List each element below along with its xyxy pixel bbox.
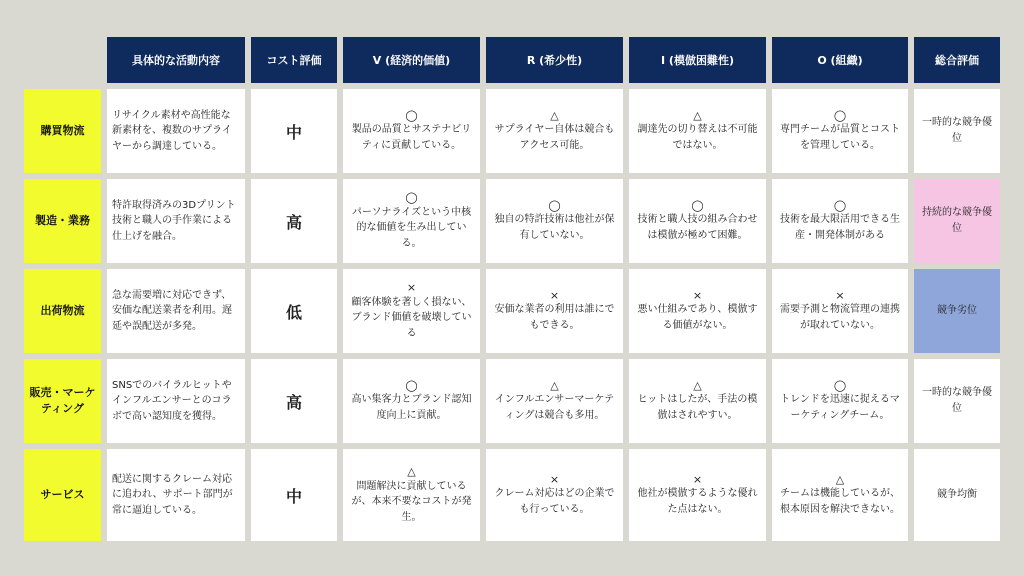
value-service (343, 449, 480, 541)
organization-outbound (772, 269, 908, 353)
eval-symbol: △ (407, 464, 416, 478)
row-label-operations: 製造・業務 (24, 179, 101, 263)
eval-text: 安価な業者の利用は誰にでもできる。 (494, 304, 615, 331)
eval-text: パーソナライズという中核的な価値を生み出している。 (351, 206, 472, 249)
organization-procurement (772, 89, 908, 173)
header-organization: O (組織) (772, 37, 908, 83)
row-label-procurement: 購買物流 (24, 89, 101, 173)
eval-symbol: ◯ (405, 378, 418, 392)
rarity-service (486, 449, 623, 541)
organization-operations (772, 179, 908, 263)
eval-symbol: ◯ (548, 198, 561, 212)
cost-outbound: 低 (251, 269, 337, 353)
overall-marketing: 一時的な競争優位 (914, 359, 1000, 443)
eval-text: 高い集客力とブランド認知度向上に貢献。 (351, 394, 472, 421)
rarity-outbound (486, 269, 623, 353)
eval-symbol: ◯ (405, 190, 418, 204)
eval-symbol: × (549, 288, 560, 302)
eval-symbol: ◯ (405, 108, 418, 122)
inimitability-operations (629, 179, 766, 263)
cost-marketing: 高 (251, 359, 337, 443)
eval-text: 独自の特許技術は他社が保有していない。 (494, 214, 615, 241)
eval-symbol: △ (693, 378, 702, 392)
header-overall: 総合評価 (914, 37, 1000, 83)
value-operations (343, 179, 480, 263)
overall-operations: 持続的な競争優位 (914, 179, 1000, 263)
eval-text: 技術を最大限活用できる生産・開発体制がある (780, 214, 900, 241)
value-procurement (343, 89, 480, 173)
organization-service (772, 449, 908, 541)
eval-text: サプライヤー自体は競合もアクセス可能。 (494, 124, 615, 151)
header-inimitability: I (模倣困難性) (629, 37, 766, 83)
eval-text: チームは機能しているが、根本原因を解決できない。 (780, 488, 900, 515)
eval-text: クレーム対応はどの企業でも行っている。 (494, 488, 615, 515)
rarity-operations (486, 179, 623, 263)
eval-symbol: ◯ (833, 378, 847, 392)
overall-service: 競争均衡 (914, 449, 1000, 541)
activity-procurement: リサイクル素材や高性能な新素材を、複数のサプライヤーから調達している。 (107, 89, 245, 173)
eval-text: トレンドを迅速に捉えるマーケティングチーム。 (780, 394, 900, 421)
eval-text: 専門チームが品質とコストを管理している。 (780, 124, 900, 151)
rarity-procurement (486, 89, 623, 173)
eval-text: 他社が模倣するような優れた点はない。 (637, 488, 758, 515)
activity-operations: 特許取得済みの3Dプリント技術と職人の手作業による仕上げを融合。 (107, 179, 245, 263)
eval-symbol: △ (693, 108, 702, 122)
value-marketing (343, 359, 480, 443)
eval-text: 技術と職人技の組み合わせは模倣が極めて困難。 (637, 214, 758, 241)
eval-text: ヒットはしたが、手法の模倣はされやすい。 (637, 394, 758, 421)
cost-service: 中 (251, 449, 337, 541)
eval-symbol: × (549, 472, 560, 486)
header-cost: コスト評価 (251, 37, 337, 83)
eval-text: 顧客体験を著しく損ない、ブランド価値を破壊している (351, 296, 472, 339)
eval-symbol: △ (550, 378, 559, 392)
inimitability-outbound (629, 269, 766, 353)
row-label-marketing: 販売・マーケティング (24, 359, 101, 443)
value-outbound (343, 269, 480, 353)
header-activity: 具体的な活動内容 (107, 37, 245, 83)
eval-text: インフルエンサーマーケティングは競合も多用。 (494, 394, 615, 421)
eval-text: 問題解決に貢献しているが、本来不要なコストが発生。 (351, 480, 472, 523)
eval-symbol: ◯ (691, 198, 704, 212)
overall-procurement: 一時的な競争優位 (914, 89, 1000, 173)
row-label-service: サービス (24, 449, 101, 541)
eval-text: 調達先の切り替えは不可能ではない。 (637, 124, 758, 151)
eval-text: 製品の品質とサステナビリティに貢献している。 (351, 124, 472, 151)
eval-symbol: × (692, 288, 703, 302)
inimitability-marketing (629, 359, 766, 443)
eval-symbol: × (406, 280, 417, 294)
eval-symbol: ◯ (833, 108, 847, 122)
rarity-marketing (486, 359, 623, 443)
header-rarity: R (希少性) (486, 37, 623, 83)
eval-text: 悪い仕組みであり、模倣する価値がない。 (637, 304, 758, 331)
inimitability-service (629, 449, 766, 541)
eval-symbol: △ (835, 472, 845, 486)
eval-symbol: × (835, 288, 845, 302)
cost-operations: 高 (251, 179, 337, 263)
header-value: V (経済的価値) (343, 37, 480, 83)
activity-outbound: 急な需要増に対応できず、安価な配送業者を利用。遅延や誤配送が多発。 (107, 269, 245, 353)
activity-marketing: SNSでのバイラルヒットやインフルエンサーとのコラボで高い認知度を獲得。 (107, 359, 245, 443)
inimitability-procurement (629, 89, 766, 173)
eval-symbol: ◯ (833, 198, 847, 212)
overall-outbound: 競争劣位 (914, 269, 1000, 353)
eval-symbol: △ (550, 108, 559, 122)
cost-procurement: 中 (251, 89, 337, 173)
activity-service: 配送に関するクレーム対応に追われ、サポート部門が常に逼迫している。 (107, 449, 245, 541)
eval-symbol: × (692, 472, 703, 486)
row-label-outbound: 出荷物流 (24, 269, 101, 353)
organization-marketing (772, 359, 908, 443)
eval-text: 需要予測と物流管理の連携が取れていない。 (780, 304, 900, 331)
